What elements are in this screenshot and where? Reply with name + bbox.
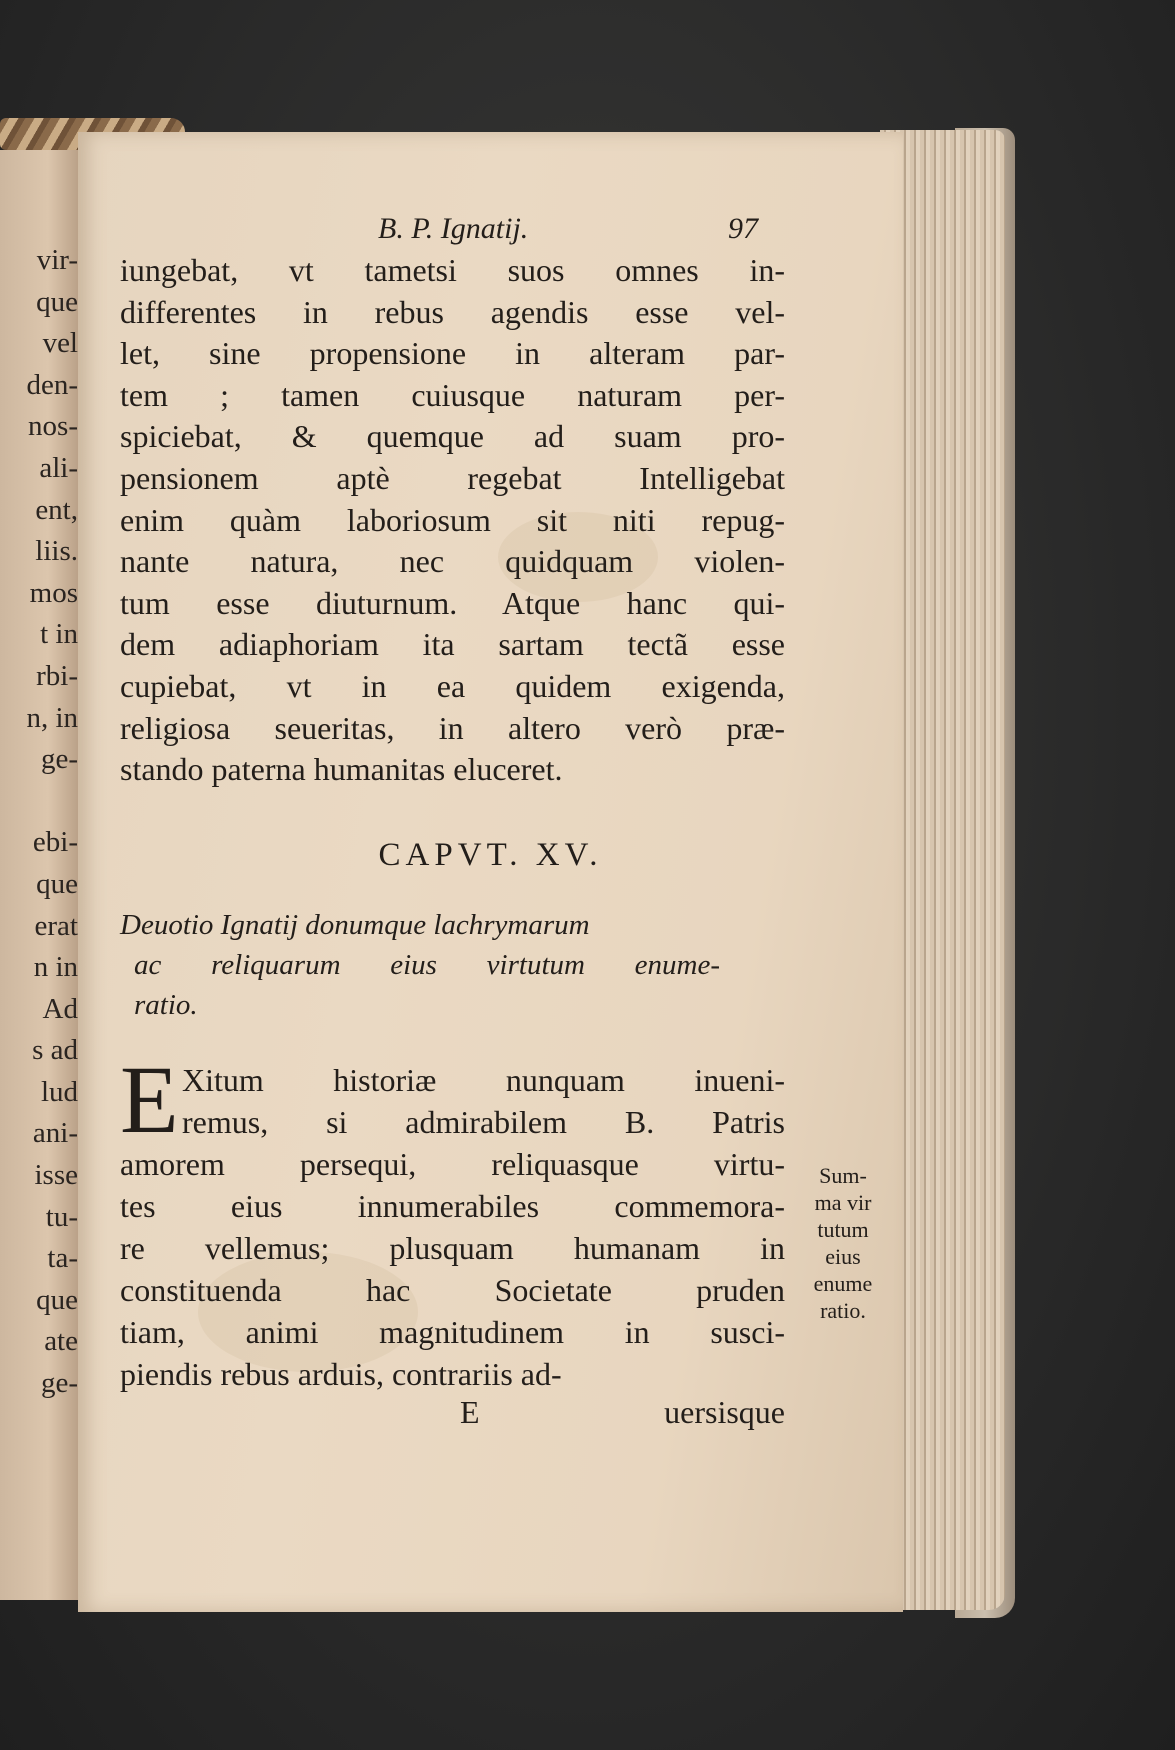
text-line: tem ; tamen cuiusque naturam per- xyxy=(120,376,785,413)
summary-line: ratio. xyxy=(134,989,198,1021)
chapter-paragraph xyxy=(120,1059,785,1395)
body-paragraph xyxy=(120,250,785,791)
margin-note-line: Sum- xyxy=(819,1163,867,1188)
margin-note-line: ma vir xyxy=(814,1190,872,1215)
left-page-fragment: t in xyxy=(40,618,78,651)
left-page-fragment: ent, xyxy=(35,493,78,526)
text-line: constituenda hac Societate pruden xyxy=(120,1272,785,1308)
margin-note-line: tutum xyxy=(817,1217,869,1242)
margin-note-line: eius xyxy=(825,1244,861,1269)
text-line: amorem persequi, reliquasque virtu- xyxy=(120,1146,785,1182)
left-page-fragment: s ad xyxy=(32,1034,78,1067)
left-page-fragment: n, in xyxy=(26,701,78,734)
text-line: tes eius innumerabiles commemora- xyxy=(120,1188,785,1224)
text-line: remus, si admirabilem B. Patris xyxy=(182,1104,785,1140)
left-page-fragment: rbi- xyxy=(36,659,78,692)
left-page-fragment: ani- xyxy=(32,1117,78,1150)
text-line: spiciebat, & quemque ad suam pro- xyxy=(120,418,785,455)
left-page-fragment: den- xyxy=(26,368,78,401)
text-line: let, sine propensione in alteram par- xyxy=(120,335,785,372)
left-page-fragment: erat xyxy=(34,909,78,942)
left-page-fragment: ali- xyxy=(39,451,78,484)
drop-cap: E xyxy=(120,1046,179,1153)
page-number: 97 xyxy=(728,212,758,245)
summary-line: Deuotio Ignatij donumque lachrymarum xyxy=(120,909,590,941)
left-page-fragment: que xyxy=(36,867,78,900)
left-page-fragment: isse xyxy=(34,1159,78,1192)
summary-line: ac reliquarum eius virtutum enume- xyxy=(134,949,720,981)
chapter-summary xyxy=(120,905,720,1025)
text-line: nante natura, nec quidquam violen- xyxy=(120,543,785,580)
left-page-fragment: vel xyxy=(42,327,78,360)
left-page-fragment: lud xyxy=(40,1075,78,1108)
recto-page xyxy=(78,132,903,1612)
text-line: dem adiaphoriam ita sartam tectã esse xyxy=(120,626,785,663)
left-page-fragment: vir- xyxy=(36,244,78,276)
left-page-fragment: tu- xyxy=(45,1200,78,1233)
left-page-fragment: ate xyxy=(44,1325,78,1358)
margin-note-line: ratio. xyxy=(820,1298,866,1323)
text-line: cupiebat, vt in ea quidem exigenda, xyxy=(120,667,785,704)
left-page-fragment: ge- xyxy=(40,743,78,776)
left-page-fragment: que xyxy=(36,285,78,318)
text-line: tum esse diuturnum. Atque hanc qui- xyxy=(120,584,785,621)
text-line: re vellemus; plusquam humanam in xyxy=(120,1230,785,1266)
running-title: B. P. Ignatij. xyxy=(378,212,529,245)
left-page-fragment: n in xyxy=(33,951,78,984)
left-page-fragment xyxy=(0,781,78,823)
text-line: stando paterna humanitas eluceret. xyxy=(120,751,563,788)
text-line: differentes in rebus agendis esse vel- xyxy=(120,293,785,330)
catchword: uersisque xyxy=(664,1394,785,1430)
signature-mark: E xyxy=(460,1394,480,1430)
left-page-fragment: liis. xyxy=(35,535,78,568)
left-page-fragment: ta- xyxy=(47,1242,78,1275)
left-page-fragment: ebi- xyxy=(32,826,78,859)
left-page-fragment: ge- xyxy=(40,1367,78,1400)
text-line: piendis rebus arduis, contrariis ad- xyxy=(120,1356,562,1392)
text-line: tiam, animi magnitudinem in susci- xyxy=(120,1314,785,1350)
catchline xyxy=(120,1394,785,1438)
left-page-fragment: Ad xyxy=(42,992,78,1025)
chapter-heading: CAPVT. XV. xyxy=(378,837,603,873)
margin-note xyxy=(798,1162,888,1324)
text-line: religiosa seueritas, in altero verò præ- xyxy=(120,709,785,746)
text-line: Xitum historiæ nunquam inueni- xyxy=(182,1062,785,1098)
text-line: pensionem aptè regebat Intelligebat xyxy=(120,459,785,496)
left-page-fragment: nos- xyxy=(28,410,78,443)
margin-note-line: enume xyxy=(813,1271,873,1296)
left-page-fragment: mos xyxy=(29,576,78,609)
text-line: iungebat, vt tametsi suos omnes in- xyxy=(120,252,785,288)
left-page-text xyxy=(0,240,78,1405)
text-line: enim quàm laboriosum sit niti repug- xyxy=(120,501,785,538)
left-page-fragment: que xyxy=(36,1283,78,1316)
